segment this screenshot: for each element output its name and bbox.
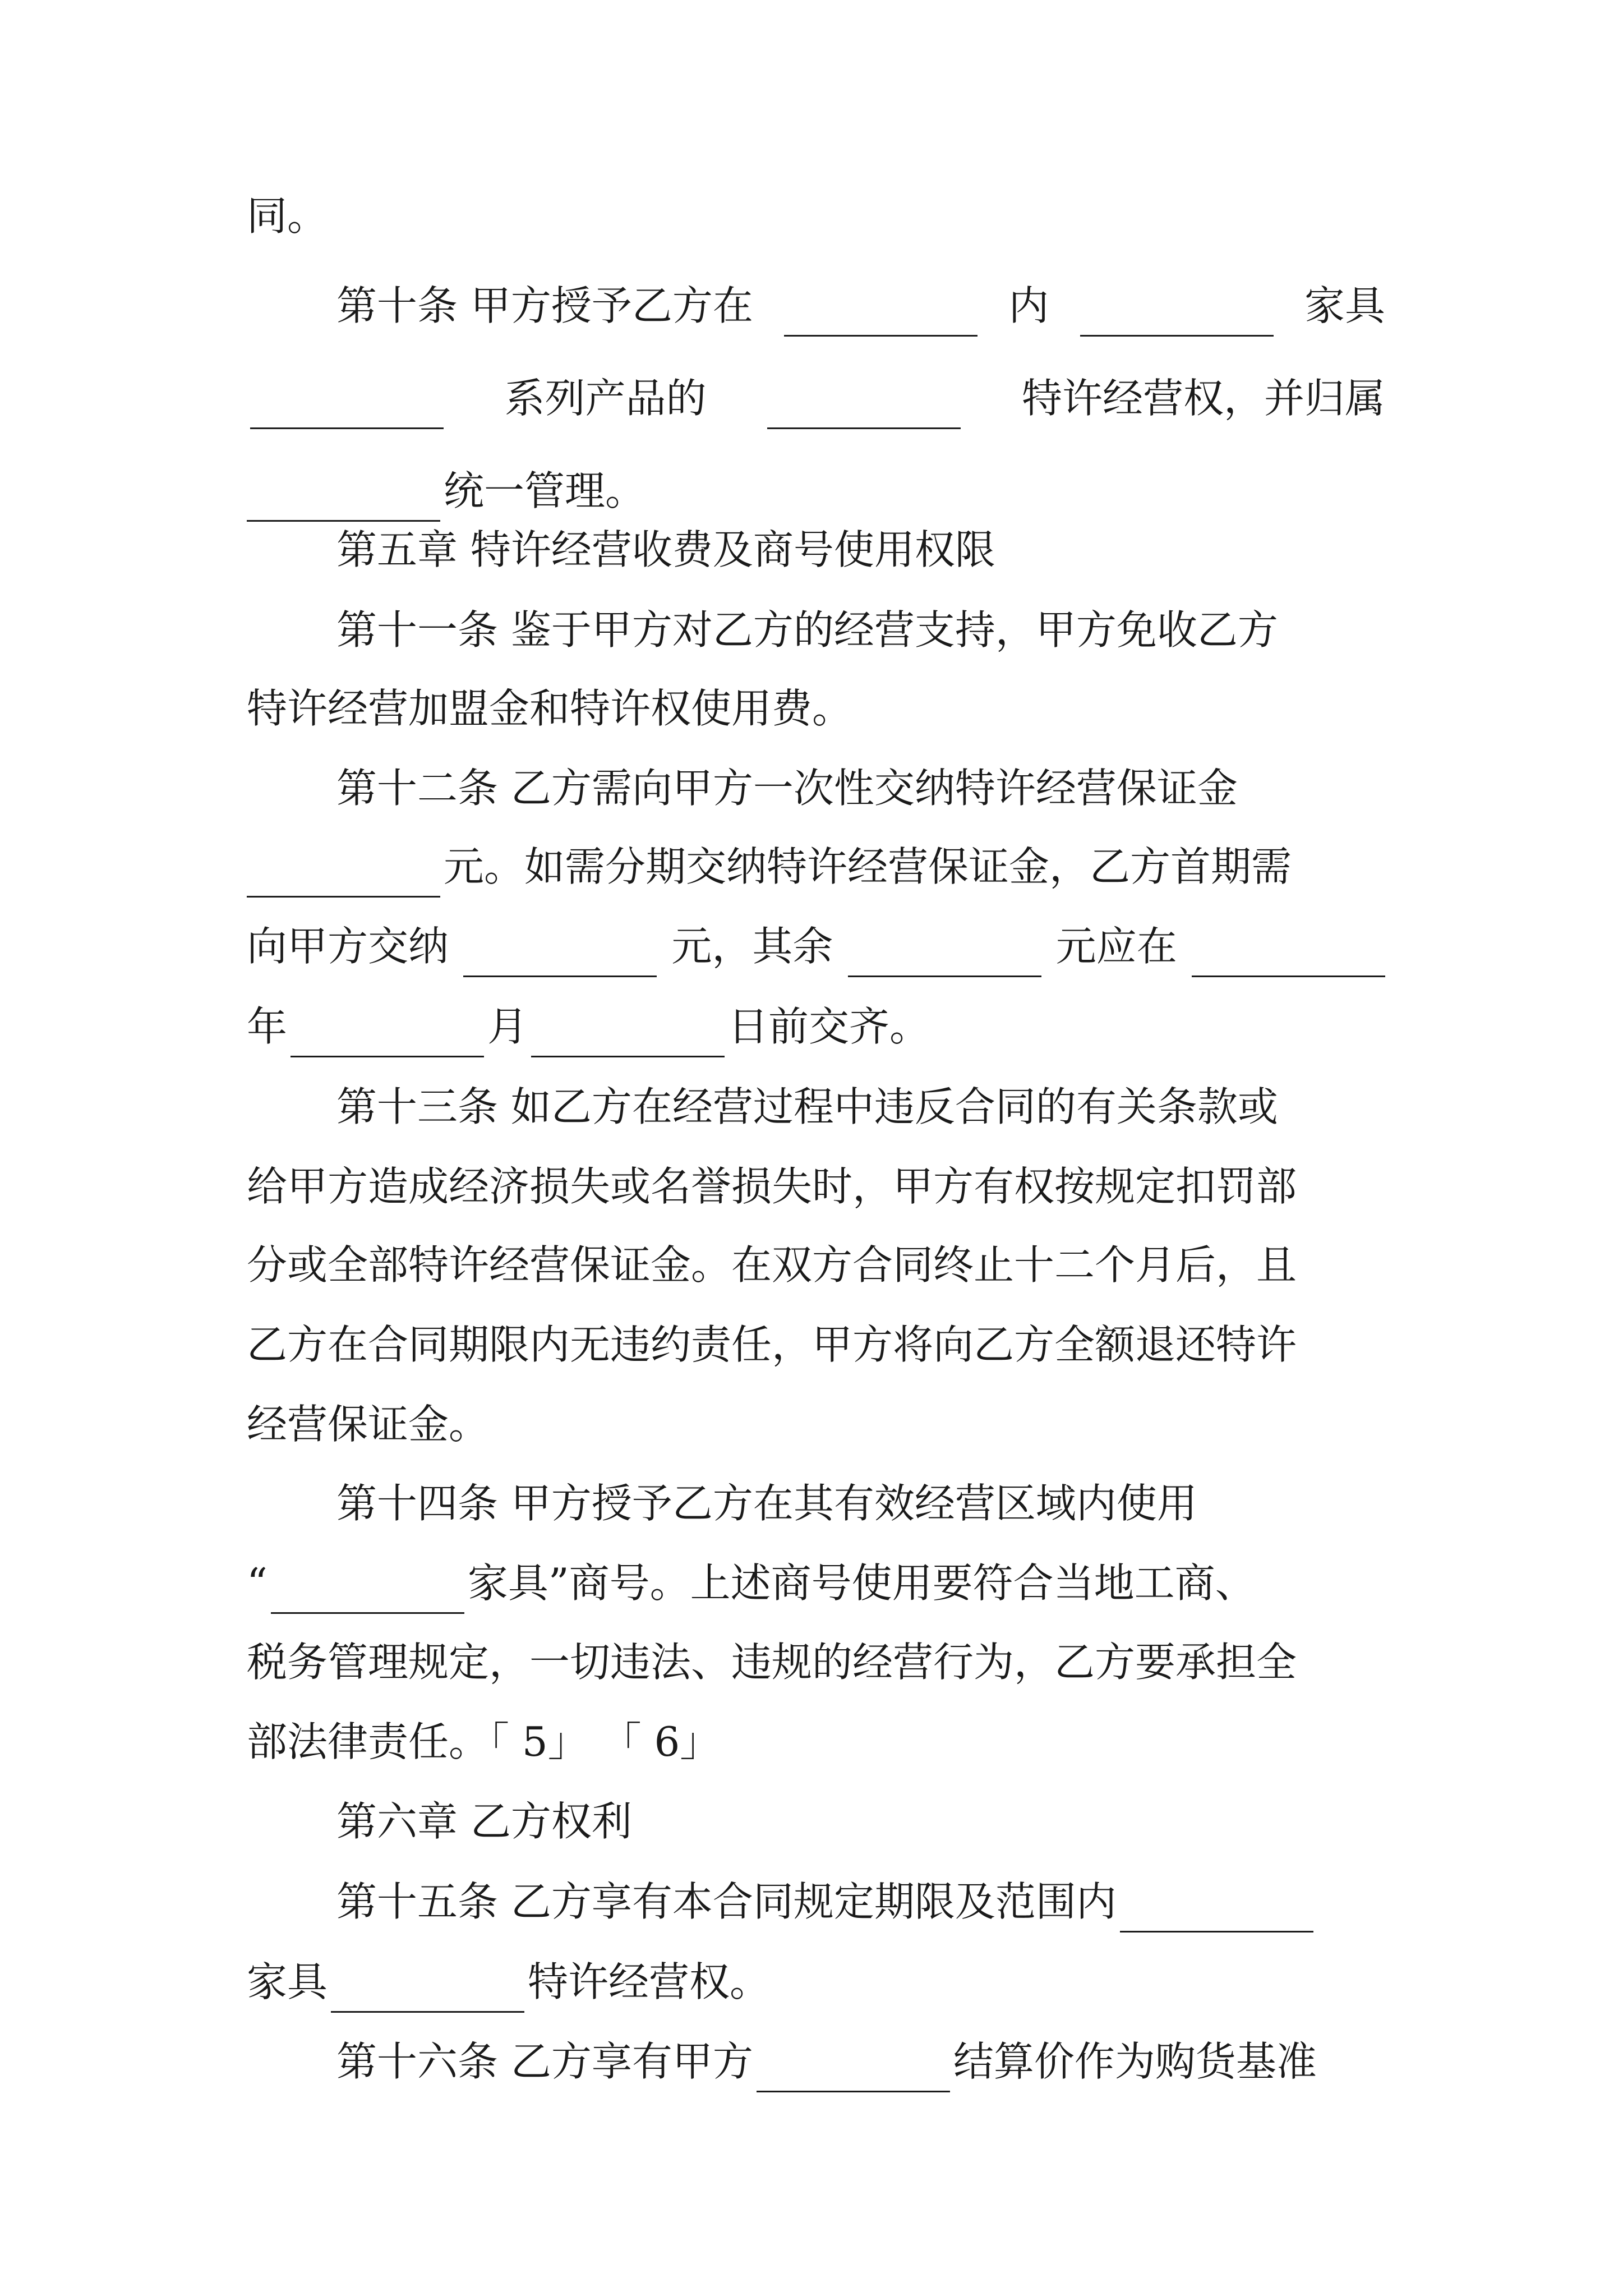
text-line [336, 2031, 1385, 2092]
text-line [247, 678, 1385, 739]
text-line [336, 275, 1385, 337]
text-line [247, 1552, 1385, 1614]
text-line [247, 367, 1385, 429]
text-fragment: 第十三条 如乙方在经营过程中违反合同的有关条款或 [336, 1083, 1278, 1130]
text-line [336, 599, 1385, 661]
text-fragment: 第五章 特许经营收费及商号使用权限 [336, 526, 995, 573]
text-line [247, 185, 1385, 247]
fill-in-blank[interactable] [757, 2056, 950, 2092]
fill-in-blank[interactable] [1192, 941, 1385, 977]
fill-in-blank[interactable] [250, 393, 444, 429]
text-line [247, 836, 1385, 898]
text-line [247, 996, 1385, 1057]
text-fragment: 家具”商号。上述商号使用要符合当地工商、 [467, 1559, 1256, 1607]
text-fragment: 给甲方造成经济损失或名誉损失时，甲方有权按规定扣罚部 [247, 1163, 1297, 1210]
text-line [336, 1076, 1385, 1138]
fill-in-blank[interactable] [247, 861, 440, 898]
text-fragment: 特许经营权，并归属 [1021, 375, 1385, 422]
text-fragment: 特许经营权。 [528, 1958, 771, 2005]
fill-in-blank[interactable] [331, 1976, 524, 2013]
text-fragment: 元。如需分期交纳特许经营保证金，乙方首期需 [444, 843, 1292, 890]
text-line [247, 1951, 1385, 2013]
fill-in-blank[interactable] [1120, 1896, 1313, 1932]
text-fragment: 元应在 [1055, 923, 1177, 970]
text-line [247, 915, 1385, 977]
text-fragment: 第十五条 乙方享有本合同规定期限及范围内 [336, 1878, 1117, 1925]
text-fragment: 特许经营加盟金和特许权使用费。 [247, 685, 853, 732]
text-line [247, 1711, 1385, 1773]
text-fragment: 家具 [1304, 282, 1385, 329]
text-fragment: 同。 [247, 192, 328, 240]
text-line [247, 1314, 1385, 1375]
text-fragment: 第十二条 乙方需向甲方一次性交纳特许经营保证金 [336, 765, 1238, 812]
text-fragment: 第十条 甲方授予乙方在 [336, 282, 753, 329]
text-line [247, 1631, 1385, 1693]
chapter-heading [336, 519, 1385, 581]
text-fragment: 内 [1008, 282, 1049, 329]
text-fragment: 第十六条 乙方享有甲方 [336, 2038, 753, 2085]
fill-in-blank[interactable] [531, 1021, 725, 1057]
text-fragment: 经营保证金。 [247, 1401, 490, 1448]
fill-in-blank[interactable] [784, 300, 978, 337]
text-fragment: 家具 [247, 1958, 328, 2005]
text-fragment: 第十一条 鉴于甲方对乙方的经营支持，甲方免收乙方 [336, 606, 1278, 654]
text-line [336, 1473, 1385, 1534]
text-line [247, 460, 1385, 522]
text-line [247, 1156, 1385, 1217]
text-fragment: 部法律责任。「 5」 「 6」 [247, 1718, 721, 1765]
text-fragment: 结算价作为购货基准 [953, 2038, 1317, 2085]
text-line [247, 1393, 1385, 1455]
text-line [336, 1871, 1385, 1932]
text-fragment: 税务管理规定，一切违法、违规的经营行为，乙方要承担全 [247, 1639, 1297, 1686]
text-fragment: 统一管理。 [444, 467, 646, 514]
text-fragment: 第十四条 甲方授予乙方在其有效经营区域内使用 [336, 1480, 1197, 1527]
text-fragment: 第六章 乙方权利 [336, 1798, 632, 1845]
fill-in-blank[interactable] [463, 941, 657, 977]
text-line [247, 1234, 1385, 1296]
text-line [336, 757, 1385, 819]
chapter-heading [336, 1791, 1385, 1852]
text-fragment: 分或全部特许经营保证金。在双方合同终止十二个月后，且 [247, 1241, 1297, 1289]
text-fragment: 系列产品的 [504, 375, 707, 422]
text-fragment: “ [247, 1559, 268, 1607]
fill-in-blank[interactable] [767, 393, 961, 429]
fill-in-blank[interactable] [848, 941, 1041, 977]
text-fragment: 月 [487, 1003, 528, 1050]
fill-in-blank[interactable] [291, 1021, 484, 1057]
text-fragment: 年 [247, 1003, 288, 1050]
fill-in-blank[interactable] [271, 1577, 464, 1614]
text-fragment: 日前交齐。 [728, 1003, 930, 1050]
fill-in-blank[interactable] [1080, 300, 1274, 337]
text-fragment: 乙方在合同期限内无违约责任，甲方将向乙方全额退还特许 [247, 1321, 1297, 1368]
text-fragment: 向甲方交纳 [247, 923, 449, 970]
fill-in-blank[interactable] [247, 485, 440, 522]
text-fragment: 元，其余 [671, 923, 833, 970]
